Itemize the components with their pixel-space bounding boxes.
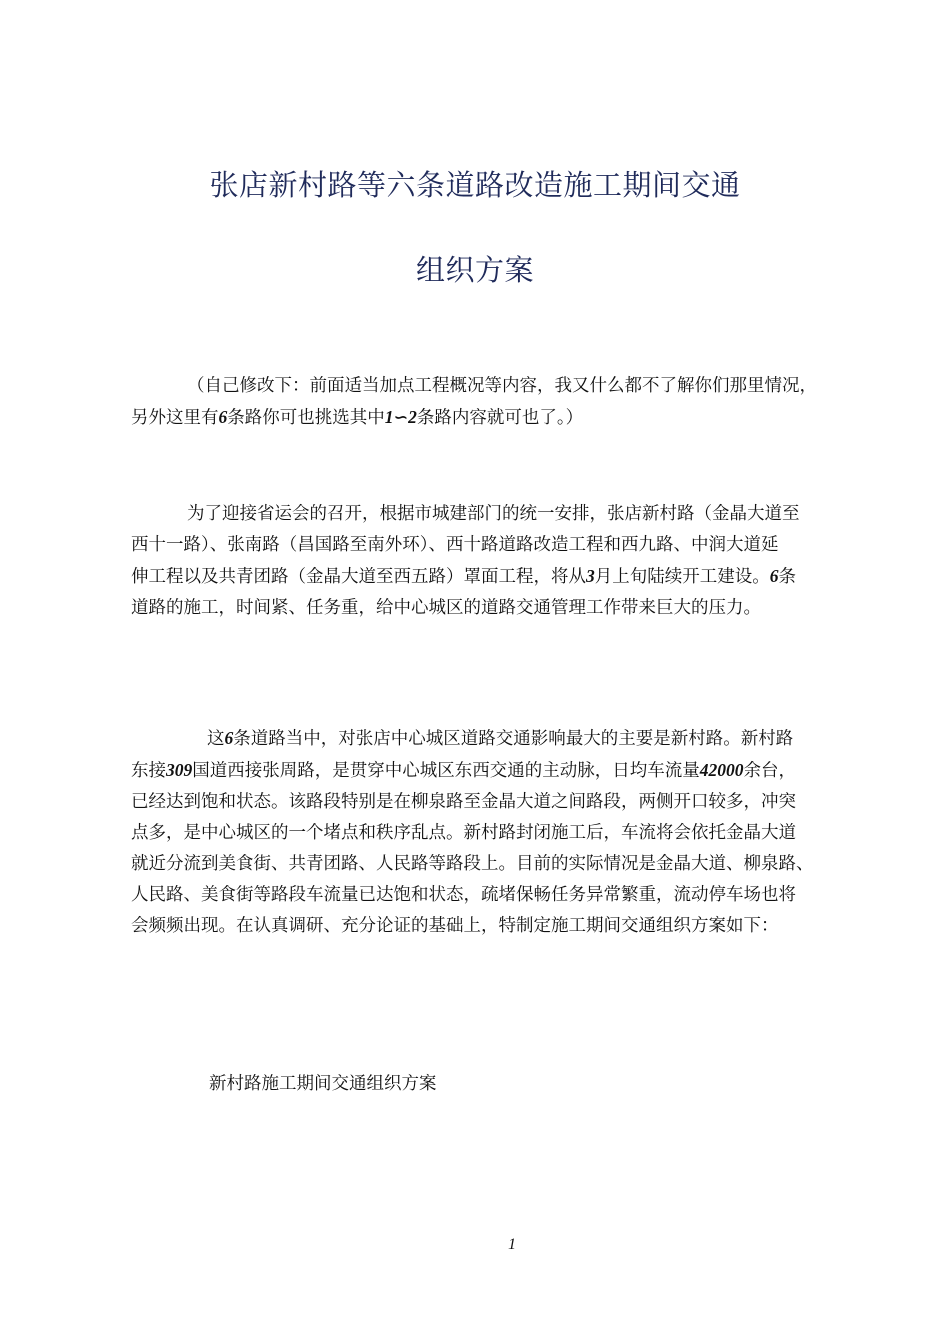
paragraph-text: 月上旬陆续开工建设。 [594,567,770,587]
paragraph-text: 余台， [743,761,796,781]
paragraph-2-line-7: 会频频出现。在认真调研、充分论证的基础上，特制定施工期间交通组织方案如下： [131,916,779,936]
section-subheading: 新村路施工期间交通组织方案 [209,1074,437,1094]
document-title-line-1: 张店新村路等六条道路改造施工期间交通 [209,168,741,202]
note-number: 1∽2 [384,407,417,427]
paragraph-1-line-3 [131,561,871,593]
paragraph-1-line-4: 道路的施工，时间紧、任务重，给中心城区的道路交通管理工作带来巨大的压力。 [131,598,761,618]
paragraph-number: 42000 [699,760,744,780]
note-text: 条路内容就可也了。） [416,408,584,428]
paragraph-number: 309 [166,760,193,780]
page-number: 1 [508,1236,516,1253]
paragraph-text: 条 [778,567,796,587]
paragraph-number: 6 [769,566,779,586]
document-title-line-2: 组织方案 [415,253,534,287]
paragraph-text: 国道西接张周路，是贯穿中心城区东西交通的主动脉，日均车流量 [192,761,700,781]
paragraph-number: 6 [224,728,234,748]
paragraph-1 [131,499,871,624]
editor-note-line-1: （自己修改下：前面适当加点工程概况等内容，我又什么都不了解你们那里情况， [187,376,817,396]
paragraph-2-line-3: 已经达到饱和状态。该路段特别是在柳泉路至金晶大道之间路段，两侧开口较多，冲突 [131,792,796,812]
note-text: 另外这里有 [131,408,219,428]
note-number: 6 [218,407,228,427]
paragraph-text: 这 [207,729,225,749]
editor-note [131,371,871,434]
paragraph-2-line-6: 人民路、美食街等路段车流量已达饱和状态，疏堵保畅任务异常繁重，流动停车场也将 [131,885,796,905]
editor-note-line-2 [131,402,871,434]
paragraph-2-line-2 [131,755,871,787]
note-text: 条路你可也挑选其中 [227,408,385,428]
paragraph-text: 东接 [131,761,166,781]
paragraph-number: 3 [586,566,595,586]
paragraph-1-line-1: 为了迎接省运会的召开，根据市城建部门的统一安排，张店新村路（金晶大道至 [187,504,800,524]
paragraph-text: 条道路当中，对张店中心城区道路交通影响最大的主要是新村路。新村路 [233,729,794,749]
paragraph-2 [131,723,871,942]
paragraph-2-line-4: 点多，是中心城区的一个堵点和秩序乱点。新村路封闭施工后，车流将会依托金晶大道 [131,823,796,843]
paragraph-2-line-5: 就近分流到美食街、共青团路、人民路等路段上。目前的实际情况是金晶大道、柳泉路、 [131,854,814,874]
paragraph-2-line-1 [131,723,871,755]
paragraph-1-line-2: 西十一路）、张南路（昌国路至南外环）、西十路道路改造工程和西九路、中润大道延 [131,535,779,555]
paragraph-text: 伸工程以及共青团路（金晶大道至西五路）罩面工程，将从 [131,567,586,587]
